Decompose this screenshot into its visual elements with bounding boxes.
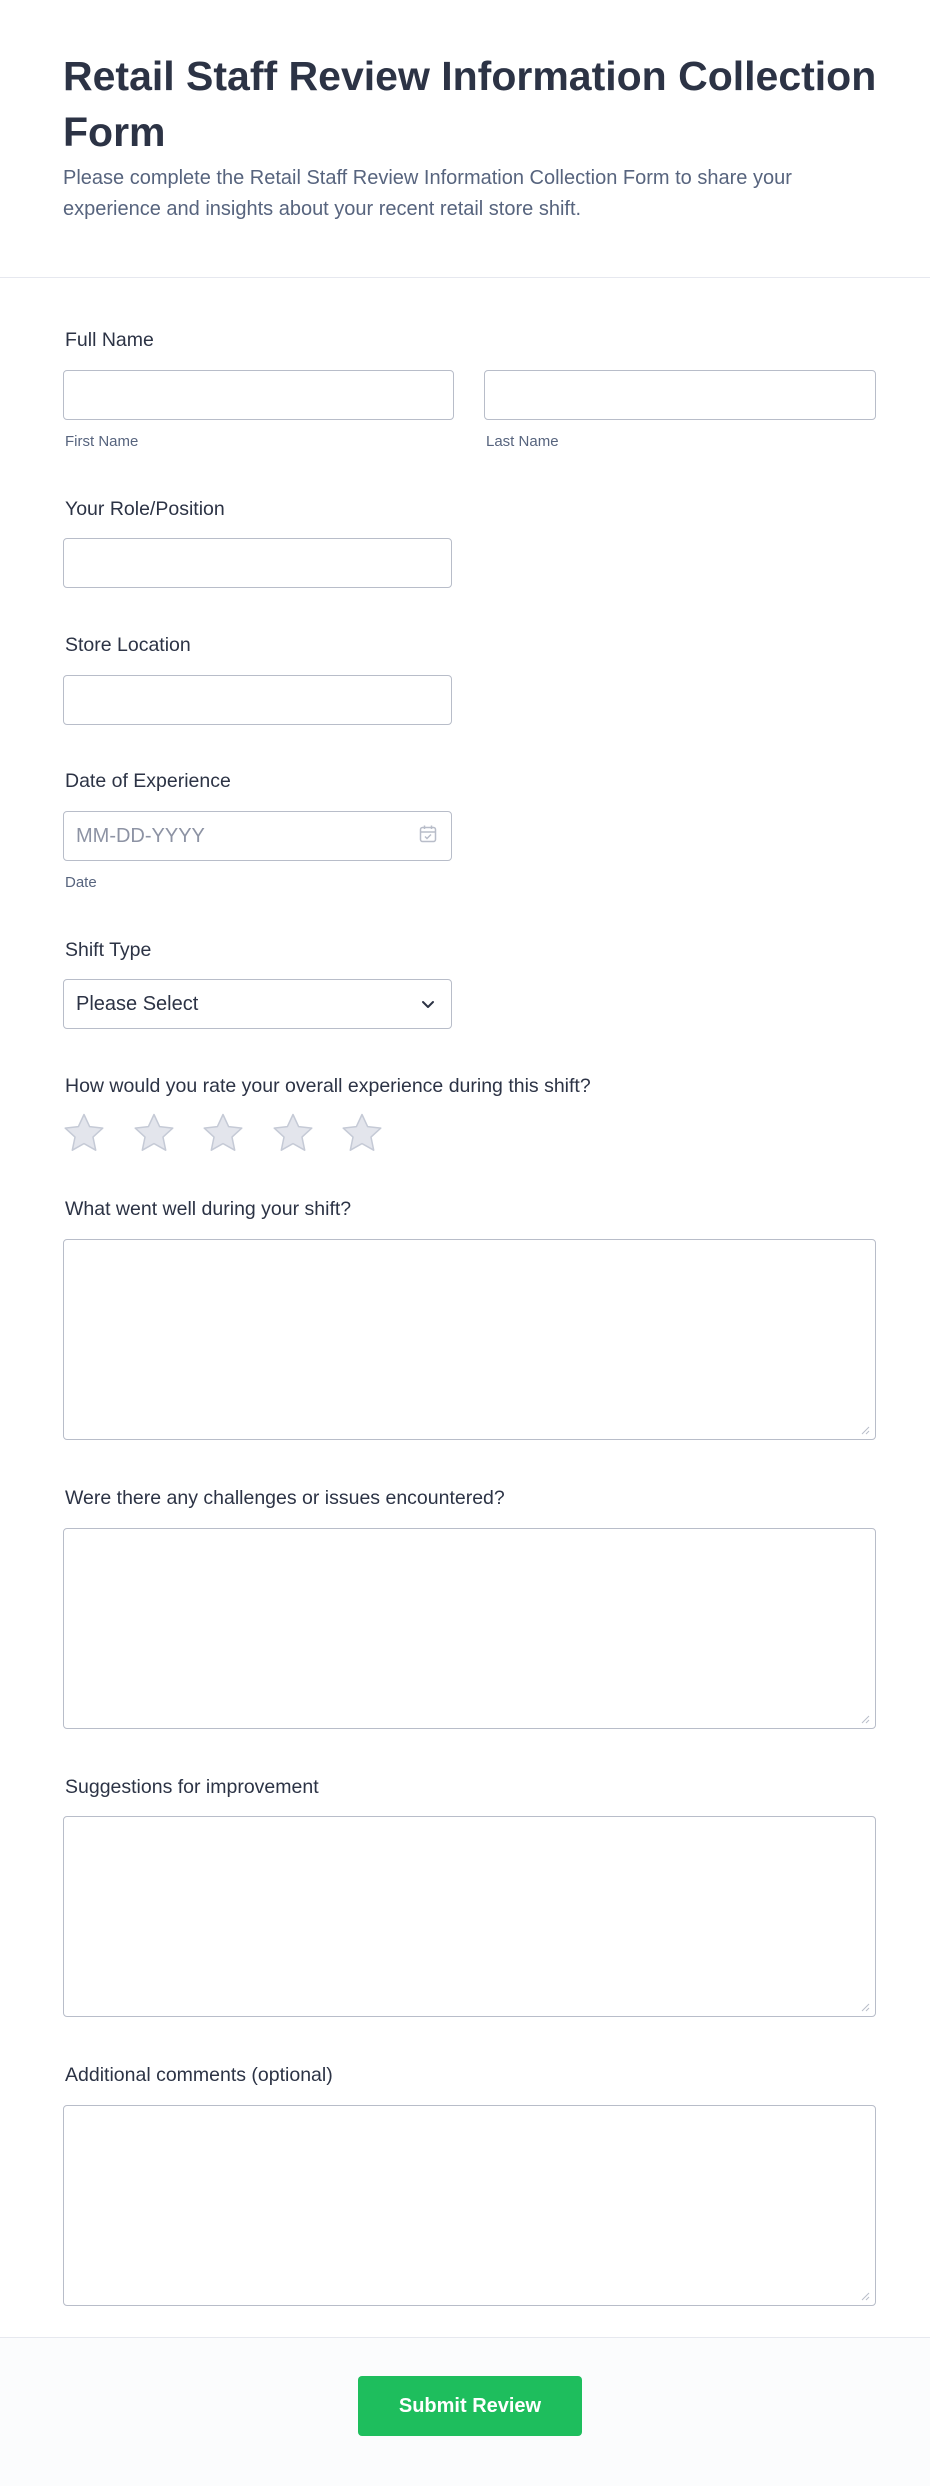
first-name-sublabel: First Name bbox=[65, 433, 139, 450]
star-icon[interactable] bbox=[62, 1111, 106, 1155]
challenges-textarea[interactable] bbox=[63, 1528, 876, 1729]
challenges-label: Were there any challenges or issues encountered? bbox=[65, 1487, 505, 1509]
last-name-input[interactable] bbox=[484, 370, 876, 420]
resize-grip-icon[interactable] bbox=[860, 1714, 870, 1724]
suggestions-label: Suggestions for improvement bbox=[65, 1776, 319, 1798]
role-input[interactable] bbox=[63, 538, 452, 588]
date-label: Date of Experience bbox=[65, 770, 231, 792]
comments-textarea[interactable] bbox=[63, 2105, 876, 2306]
last-name-sublabel: Last Name bbox=[486, 433, 559, 450]
page-title: Retail Staff Review Information Collection Form bbox=[63, 53, 877, 155]
shift-type-select[interactable] bbox=[63, 979, 452, 1029]
resize-grip-icon[interactable] bbox=[860, 2291, 870, 2301]
store-location-label: Store Location bbox=[65, 634, 191, 656]
went-well-textarea[interactable] bbox=[63, 1239, 876, 1440]
chevron-down-icon bbox=[419, 995, 437, 1013]
date-sublabel: Date bbox=[65, 874, 97, 891]
suggestions-textarea[interactable] bbox=[63, 1816, 876, 2017]
star-icon[interactable] bbox=[132, 1111, 176, 1155]
star-icon[interactable] bbox=[271, 1111, 315, 1155]
star-rating bbox=[62, 1111, 410, 1155]
calendar-icon[interactable] bbox=[418, 824, 438, 844]
role-label: Your Role/Position bbox=[65, 498, 225, 520]
rating-label: How would you rate your overall experience during this shift? bbox=[65, 1075, 591, 1097]
star-icon[interactable] bbox=[201, 1111, 245, 1155]
shift-type-label: Shift Type bbox=[65, 939, 152, 961]
shift-type-selected-value: Please Select bbox=[76, 992, 199, 1015]
resize-grip-icon[interactable] bbox=[860, 2002, 870, 2012]
date-input[interactable] bbox=[63, 811, 452, 861]
went-well-label: What went well during your shift? bbox=[65, 1198, 352, 1220]
resize-grip-icon[interactable] bbox=[860, 1425, 870, 1435]
full-name-label: Full Name bbox=[65, 329, 154, 351]
form-header bbox=[0, 0, 930, 278]
comments-label: Additional comments (optional) bbox=[65, 2064, 333, 2086]
first-name-input[interactable] bbox=[63, 370, 454, 420]
page-subtitle: Please complete the Retail Staff Review Information Collection Form to share your experience and insights about your recent retail store shift. bbox=[63, 167, 792, 220]
star-icon[interactable] bbox=[340, 1111, 384, 1155]
submit-review-button[interactable]: Submit Review bbox=[358, 2376, 582, 2436]
store-location-input[interactable] bbox=[63, 675, 452, 725]
